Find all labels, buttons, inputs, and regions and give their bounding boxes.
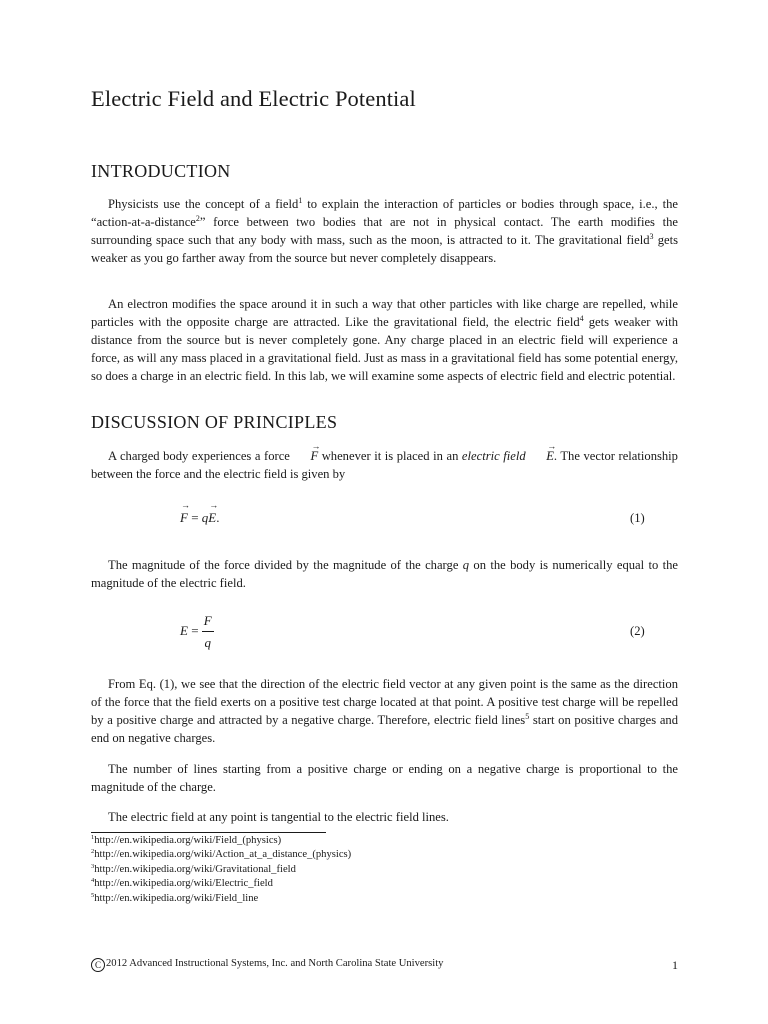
footnote-mark: 3	[91, 862, 95, 870]
footnotes-list	[91, 834, 351, 906]
page-footer	[91, 958, 443, 972]
footnote-link[interactable]: http://en.wikipedia.org/wiki/Field_(physics)	[94, 835, 282, 846]
text-span: whenever it is placed in an	[318, 449, 462, 463]
text-span: The magnitude of the force divided by the magnitude of the charge	[108, 558, 463, 572]
equation-1	[180, 510, 220, 526]
equation-2	[180, 613, 214, 651]
discussion-paragraph-1	[91, 447, 678, 483]
vector-E: E →	[529, 447, 554, 465]
charge-q: q	[201, 510, 209, 525]
footnote-ref-3[interactable]: 3	[649, 232, 654, 242]
symbol-E: E	[180, 622, 188, 638]
copyright-icon: C	[91, 958, 105, 972]
footnote-item	[91, 834, 351, 848]
text-span: From Eq. (1), we see that the direction of the electric field vector at any given point is the same as the direction of the force that the field exerts on a positive test charge located at that point. A positive test charge will be repelled by a positive charge and attracted by a negative charge. Therefore, electric field lines	[91, 677, 678, 728]
footnote-ref-2[interactable]: 2	[195, 214, 200, 224]
text-span: . The vector relationship between the force and the electric field is given by	[91, 449, 678, 482]
equals-sign: =	[187, 622, 202, 638]
text-span: Physicists use the concept of a field	[108, 197, 299, 211]
vector-F: F →	[293, 447, 318, 465]
text-span: A charged body experiences a force	[108, 449, 294, 463]
text-span: gets weaker with distance from the source but is never completely gone. Any charge placed in an electric field will experience a force, as will any mass placed in a gravitational field. Just as mass in a gravitational field has some potential energy, so does a charge in an electric field. In this lab, we will examine some aspects of electric field and electric potential.	[91, 315, 678, 384]
footnote-mark: 4	[91, 877, 95, 885]
period: .	[216, 510, 220, 525]
footer-text: 2012 Advanced Instructional Systems, Inc. and North Carolina State University	[106, 958, 444, 969]
footnote-item	[91, 892, 351, 906]
footnote-item	[91, 848, 351, 862]
fraction-numerator: F	[202, 613, 214, 632]
section-heading-introduction: INTRODUCTION	[91, 161, 231, 181]
fraction	[202, 613, 214, 651]
text-span: An electron modifies the space around it in such a way that other particles with like charge are repelled, while particles with the opposite charge are attracted. Like the gravitational field, the electric field	[91, 297, 678, 330]
vector-E: E →	[208, 510, 216, 526]
footnote-mark: 2	[91, 848, 95, 856]
footnote-ref-4[interactable]: 4	[579, 314, 584, 324]
footnote-link[interactable]: http://en.wikipedia.org/wiki/Electric_field	[94, 878, 273, 890]
footnote-link[interactable]: http://en.wikipedia.org/wiki/Field_line	[94, 892, 259, 904]
document-title: Electric Field and Electric Potential	[91, 86, 416, 111]
footnote-mark: 1	[91, 834, 95, 841]
equation-number-2: (2)	[630, 624, 645, 638]
discussion-paragraph-2	[91, 556, 678, 592]
text-span: start on positive charges and end on negative charges.	[91, 713, 679, 746]
footnote-divider	[91, 832, 326, 833]
footnote-ref-1[interactable]: 1	[298, 196, 303, 205]
text-span: ” force between two bodies that are not in physical contact. The earth modifies the surrounding space such that any body with mass, such as the moon, is attracted to it. The gravitational field	[91, 215, 678, 248]
footnote-item	[91, 877, 351, 891]
discussion-paragraph-4: The number of lines starting from a positive charge or ending on a negative charge is proportional to the magnitude of the charge.	[91, 762, 678, 795]
text-span: to explain the interaction of particles or bodies through space, i.e., the “action-at-a-distance	[91, 197, 678, 230]
page-number: 1	[672, 958, 678, 972]
charge-q: q	[462, 558, 470, 572]
discussion-paragraph-3	[91, 675, 678, 747]
text-span: gets weaker as you go farther away from the source but never completely disappears.	[91, 233, 678, 266]
equation-number-1: (1)	[630, 511, 645, 525]
intro-paragraph-2	[91, 295, 678, 385]
footnote-link[interactable]: http://en.wikipedia.org/wiki/Gravitational_field	[94, 863, 296, 875]
discussion-paragraph-5: The electric field at any point is tangential to the electric field lines.	[108, 810, 449, 824]
equals-sign: =	[187, 510, 202, 525]
emphasis-electric-field: electric field	[461, 449, 526, 463]
footnote-link[interactable]: http://en.wikipedia.org/wiki/Action_at_a_distance_(physics)	[94, 849, 352, 861]
vector-F: F →	[180, 510, 188, 526]
intro-paragraph-1	[91, 195, 678, 267]
section-heading-discussion: DISCUSSION OF PRINCIPLES	[91, 412, 338, 432]
footnote-item	[91, 863, 351, 877]
text-span: on the body is numerically equal to the magnitude of the electric field.	[91, 558, 678, 591]
fraction-denominator: q	[204, 635, 212, 650]
footnote-ref-5[interactable]: 5	[525, 712, 530, 722]
footnote-mark: 5	[91, 891, 95, 899]
